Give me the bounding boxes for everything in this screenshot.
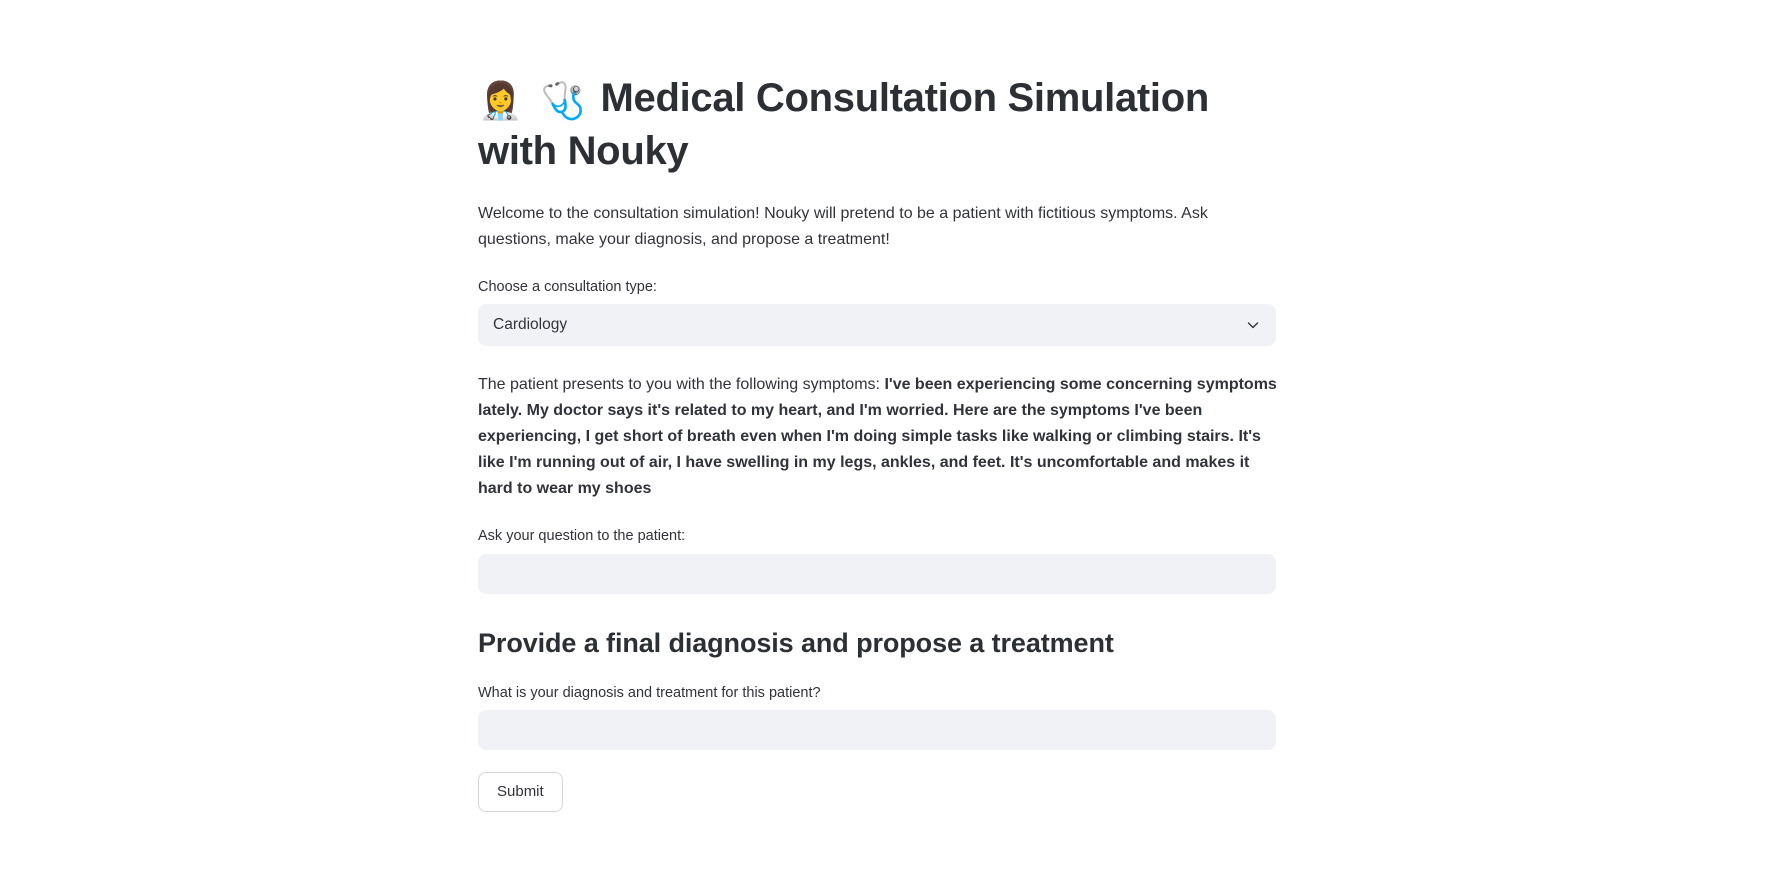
chevron-down-icon <box>1245 317 1261 333</box>
page-title-text: Medical Consultation Simulation with Nouky <box>478 76 1209 173</box>
diagnosis-input[interactable] <box>478 710 1276 750</box>
page-title <box>478 72 1278 177</box>
consultation-type-select[interactable] <box>478 304 1276 346</box>
question-input-label: Ask your question to the patient: <box>478 527 686 544</box>
question-input[interactable] <box>478 554 1276 594</box>
submit-button[interactable]: Submit <box>478 772 563 812</box>
doctor-stethoscope-icon: 👩‍⚕️ 🩺 <box>478 80 590 121</box>
intro-paragraph: Welcome to the consultation simulation! Nouky will pretend to be a patient with fictitious symptoms. Ask questions, make your diagnosis, and propose a treatment! <box>478 204 1208 248</box>
main-content <box>478 0 1278 812</box>
diagnosis-section-title: Provide a final diagnosis and propose a treatment <box>478 627 1114 658</box>
symptoms-lead-in: The patient presents to you with the following symptoms: <box>478 376 880 394</box>
consultation-type-value: Cardiology <box>493 316 568 334</box>
consultation-type-label: Choose a consultation type: <box>478 278 657 295</box>
symptoms-text: I've been experiencing some concerning symptoms lately. My doctor says it's related to my heart, and I'm worried. Here are the symptoms I've been experiencing, I get short of breath even when I'm doing simple tasks like walking or climbing stairs. It's like I'm running out of air, I have swelling in my legs, ankles, and feet. It's uncomfortable and makes it hard to wear my shoes <box>478 376 1277 497</box>
symptoms-paragraph <box>478 372 1278 502</box>
diagnosis-input-label: What is your diagnosis and treatment for this patient? <box>478 684 821 701</box>
